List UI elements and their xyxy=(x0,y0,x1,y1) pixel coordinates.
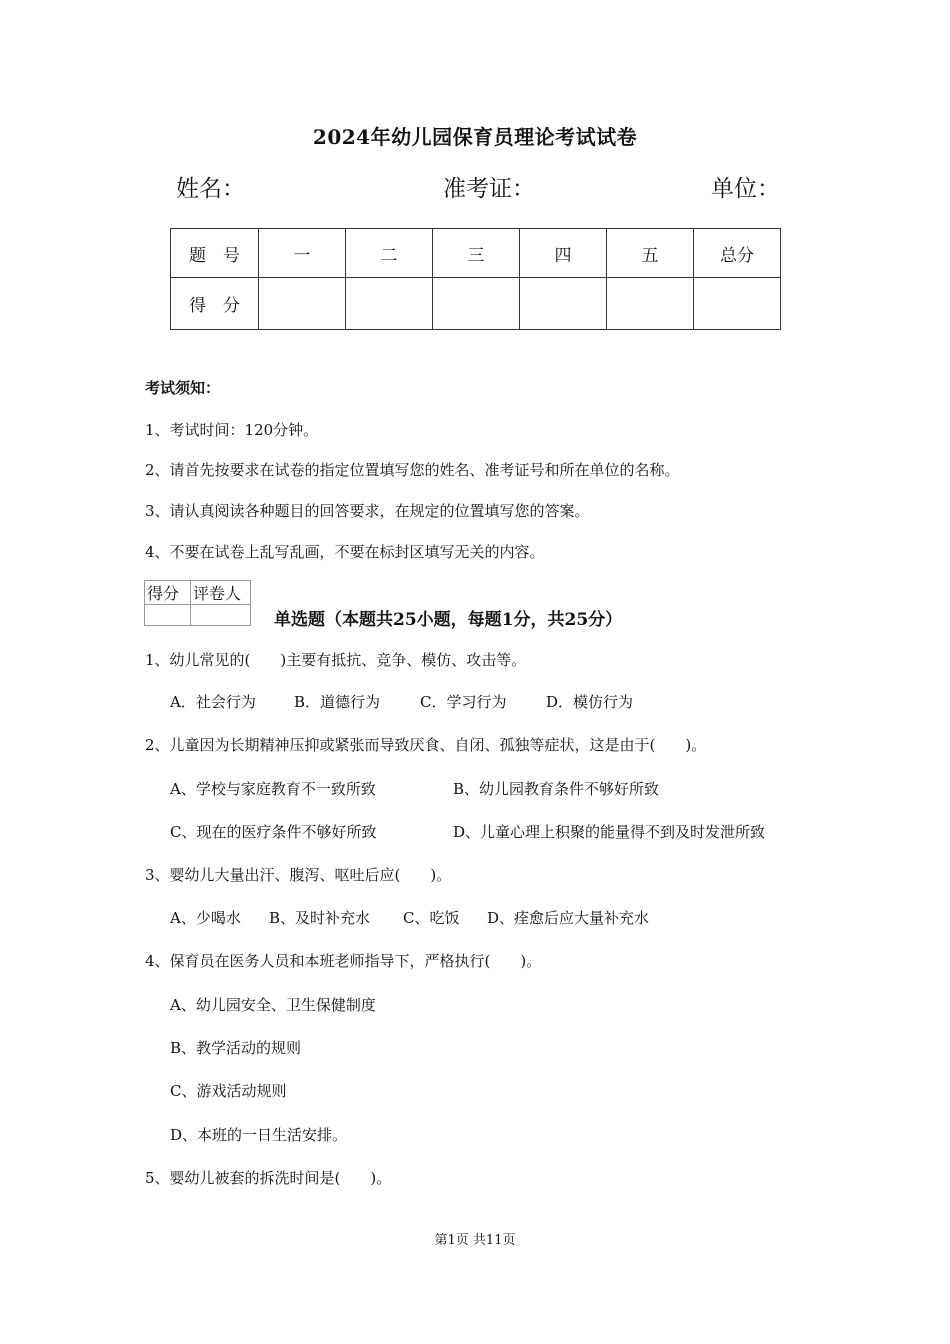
score-cell[interactable] xyxy=(694,278,781,330)
section-title: 单选题（本题共25小题，每题1分，共25分） xyxy=(274,610,623,630)
answer-option[interactable]: B、及时补充水 xyxy=(269,909,371,927)
score-cell[interactable] xyxy=(433,278,520,330)
answer-option[interactable]: A、学校与家庭教育不一致所致 xyxy=(170,780,376,798)
score-table xyxy=(170,228,781,330)
answer-option[interactable]: D、痊愈后应大量补充水 xyxy=(487,909,650,927)
score-header-label: 题 号 xyxy=(171,229,259,278)
score-header-cell: 二 xyxy=(346,229,433,278)
notice-item: 3、请认真阅读各种题目的回答要求，在规定的位置填写您的答案。 xyxy=(145,502,590,520)
grader-reviewer-label: 评卷人 xyxy=(191,581,251,605)
score-header-cell: 三 xyxy=(433,229,520,278)
notice-item: 4、不要在试卷上乱写乱画，不要在标封区填写无关的内容。 xyxy=(145,543,545,561)
answer-option[interactable]: C、游戏活动规则 xyxy=(170,1082,287,1100)
answer-option[interactable]: D．模仿行为 xyxy=(546,693,634,711)
question-stem: 1、幼儿常见的( )主要有抵抗、竞争、模仿、攻击等。 xyxy=(145,651,527,669)
answer-option[interactable]: D、儿童心理上积聚的能量得不到及时发泄所致 xyxy=(453,823,766,841)
page-footer: 第1页 共11页 xyxy=(434,1233,516,1248)
answer-option[interactable]: C、吃饭 xyxy=(403,909,460,927)
answer-option[interactable]: A．社会行为 xyxy=(170,693,256,711)
answer-option[interactable]: C．学习行为 xyxy=(420,693,507,711)
score-header-cell: 四 xyxy=(520,229,607,278)
answer-option[interactable]: A、少喝水 xyxy=(170,909,241,927)
unit-label: 单位： xyxy=(711,176,780,202)
score-cell[interactable] xyxy=(346,278,433,330)
answer-option[interactable]: C、现在的医疗条件不够好所致 xyxy=(170,823,377,841)
score-cell[interactable] xyxy=(607,278,694,330)
answer-option[interactable]: B．道德行为 xyxy=(294,693,381,711)
grader-reviewer-cell[interactable] xyxy=(191,605,251,626)
score-header-cell: 一 xyxy=(259,229,346,278)
score-header-cell: 总分 xyxy=(694,229,781,278)
question-stem: 3、婴幼儿大量出汗、腹泻、呕吐后应( )。 xyxy=(145,866,452,884)
grader-box xyxy=(144,580,251,626)
grader-score-label: 得分 xyxy=(145,581,191,605)
notice-title: 考试须知： xyxy=(145,379,221,397)
score-header-cell: 五 xyxy=(607,229,694,278)
score-row-label: 得 分 xyxy=(171,278,259,330)
score-table-header-row xyxy=(171,229,781,278)
answer-option[interactable]: A、幼儿园安全、卫生保健制度 xyxy=(170,996,376,1014)
score-cell[interactable] xyxy=(520,278,607,330)
answer-option[interactable]: B、教学活动的规则 xyxy=(170,1039,302,1057)
notice-item: 1、考试时间：120分钟。 xyxy=(145,421,319,439)
ticket-label: 准考证： xyxy=(443,176,535,202)
score-table-score-row xyxy=(171,278,781,330)
grader-score-cell[interactable] xyxy=(145,605,191,626)
answer-option[interactable]: D、本班的一日生活安排。 xyxy=(170,1126,348,1144)
candidate-info-line xyxy=(176,170,780,204)
question-stem: 2、儿童因为长期精神压抑或紧张而导致厌食、自闭、孤独等症状，这是由于( )。 xyxy=(145,736,707,754)
question-stem: 4、保育员在医务人员和本班老师指导下，严格执行( )。 xyxy=(145,952,542,970)
question-stem: 5、婴幼儿被套的拆洗时间是( )。 xyxy=(145,1169,392,1187)
name-label: 姓名： xyxy=(176,176,245,202)
answer-option[interactable]: B、幼儿园教育条件不够好所致 xyxy=(453,780,660,798)
page-title: 2024年幼儿园保育员理论考试试卷 xyxy=(312,125,638,149)
score-cell[interactable] xyxy=(259,278,346,330)
notice-item: 2、请首先按要求在试卷的指定位置填写您的姓名、准考证号和所在单位的名称。 xyxy=(145,461,680,479)
